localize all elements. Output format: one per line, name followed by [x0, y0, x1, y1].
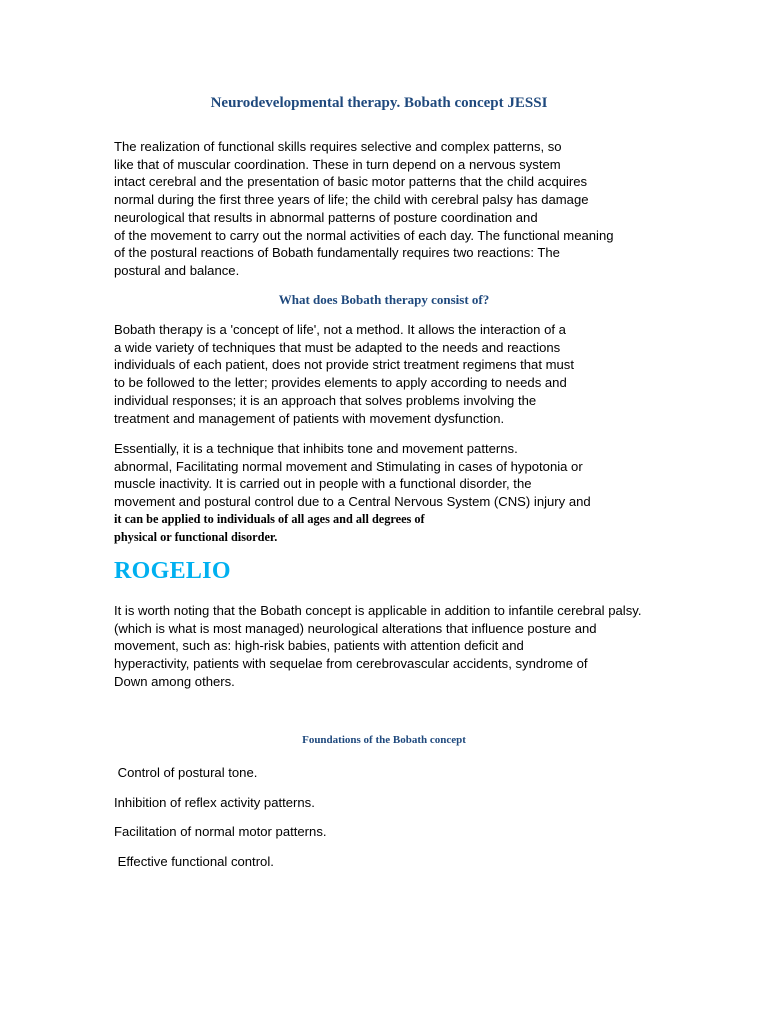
paragraph-line: individuals of each patient, does not provide strict treatment regimens that must — [114, 357, 574, 373]
intro-line: intact cerebral and the presentation of basic motor patterns that the child acquires — [114, 174, 588, 190]
foundation-item: Effective functional control. — [114, 854, 274, 869]
paragraph-line: muscle inactivity. It is carried out in people with a functional disorder, the — [114, 476, 532, 492]
paragraph-line: Bobath therapy is a 'concept of life', not a method. It allows the interaction of a — [114, 322, 566, 337]
rogelio-paragraph — [114, 602, 654, 691]
intro-line: of the movement to carry out the normal activities of each day. The functional meaning — [114, 227, 614, 243]
intro-line: postural and balance. — [114, 262, 240, 278]
paragraph-line: It is worth noting that the Bobath concept is applicable in addition to infantile cerebral palsy. — [114, 603, 642, 618]
rogelio-heading: ROGELIO — [114, 558, 231, 584]
document-title: Neurodevelopmental therapy. Bobath concept JESSI — [210, 95, 548, 111]
paragraph-line: Essentially, it is a technique that inhibits tone and movement patterns. — [114, 441, 518, 456]
paragraph-line: movement and postural control due to a Central Nervous System (CNS) injury and — [114, 494, 591, 510]
paragraph-line: treatment and management of patients with movement dysfunction. — [114, 410, 505, 426]
paragraph-line: a wide variety of techniques that must be adapted to the needs and reactions — [114, 339, 561, 355]
intro-line: normal during the first three years of life; the child with cerebral palsy has damage — [114, 192, 589, 208]
paragraph-line: individual responses; it is an approach that solves problems involving the — [114, 392, 537, 408]
intro-line: neurological that results in abnormal patterns of posture coordination and — [114, 209, 538, 225]
paragraph-line: hyperactivity, patients with sequelae from cerebrovascular accidents, syndrome of — [114, 656, 588, 672]
intro-line: of the postural reactions of Bobath fundamentally requires two reactions: The — [114, 245, 560, 261]
paragraph-line: to be followed to the letter; provides elements to apply according to needs and — [114, 375, 567, 391]
bobath-paragraph-2 — [114, 440, 654, 546]
foundation-item: Inhibition of reflex activity patterns. — [114, 795, 315, 810]
bobath-paragraph-1 — [114, 321, 654, 427]
foundation-item: Control of postural tone. — [114, 765, 258, 780]
paragraph-bold-line: physical or functional disorder. — [114, 529, 278, 544]
paragraph-line: movement, such as: high-risk babies, patients with attention deficit and — [114, 638, 524, 654]
paragraph-line: abnormal, Facilitating normal movement and Stimulating in cases of hypotonia or — [114, 458, 583, 474]
section-heading-bobath-therapy: What does Bobath therapy consist of? — [278, 292, 490, 307]
foundation-item: Facilitation of normal motor patterns. — [114, 824, 327, 839]
paragraph-line: (which is what is most managed) neurological alterations that influence posture and — [114, 620, 597, 636]
paragraph-line: Down among others. — [114, 673, 235, 689]
paragraph-bold-line: it can be applied to individuals of all ages and all degrees of — [114, 511, 425, 526]
intro-paragraph — [114, 138, 654, 280]
intro-line: The realization of functional skills requires selective and complex patterns, so — [114, 139, 562, 154]
foundations-heading: Foundations of the Bobath concept — [302, 734, 466, 746]
intro-line: like that of muscular coordination. These in turn depend on a nervous system — [114, 156, 561, 172]
